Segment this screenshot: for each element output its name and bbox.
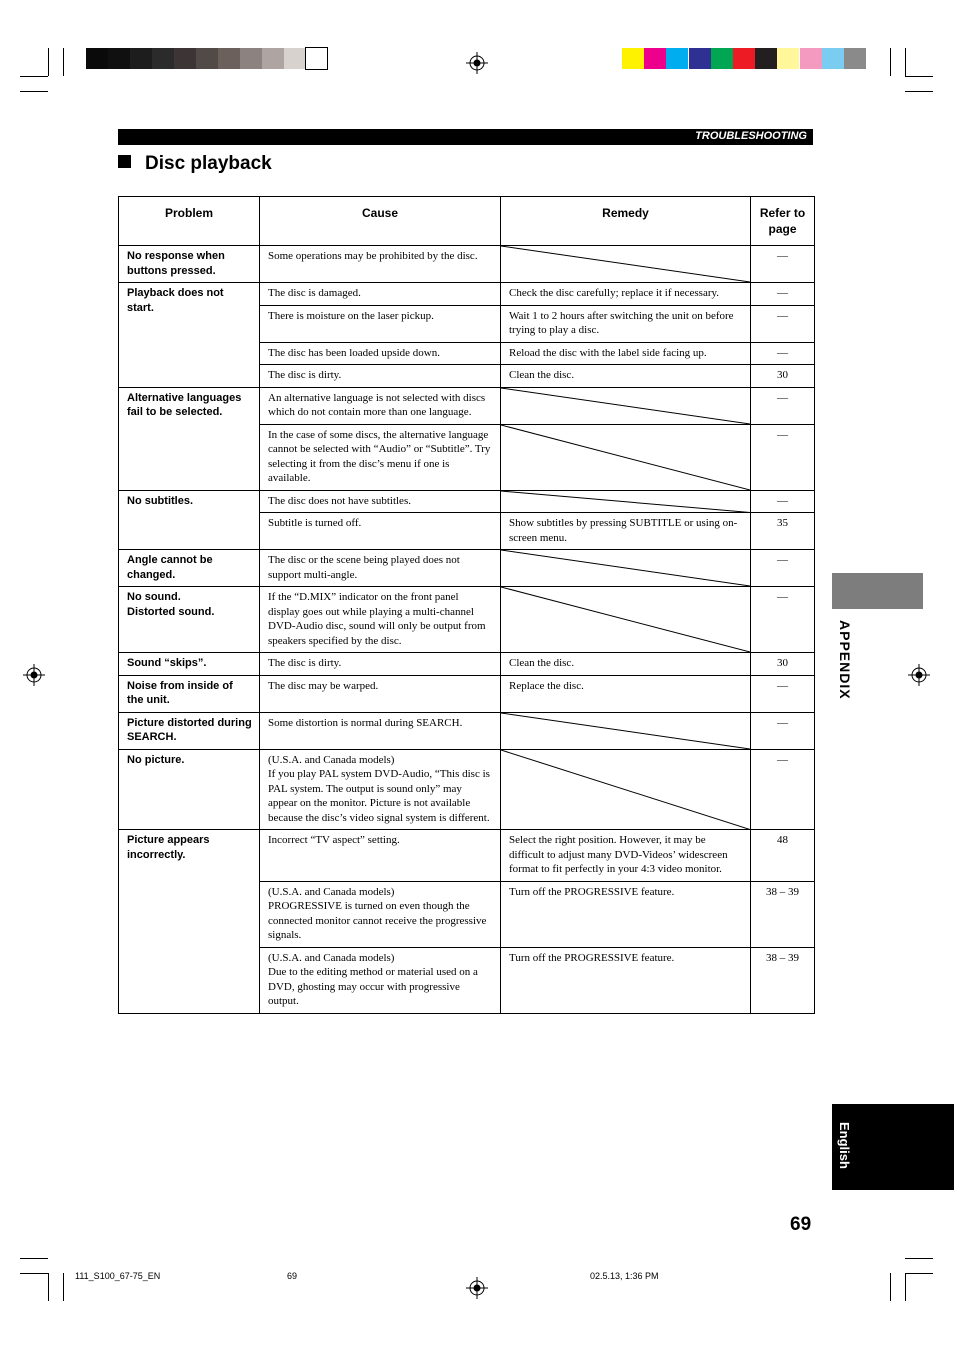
registration-mark-icon — [908, 664, 930, 686]
refer-page-cell: — — [751, 246, 815, 283]
remedy-cell: Show subtitles by pressing SUBTITLE or using on-screen menu. — [501, 513, 751, 550]
color-swatch — [822, 48, 844, 69]
remedy-cell: Check the disc carefully; replace it if necessary. — [501, 283, 751, 306]
gray-swatch — [196, 48, 218, 69]
gray-swatch — [262, 48, 284, 69]
refer-page-cell: 38 – 39 — [751, 947, 815, 1013]
cause-cell: The disc is damaged. — [260, 283, 501, 306]
refer-page-cell: 35 — [751, 513, 815, 550]
cause-cell: The disc is dirty. — [260, 653, 501, 676]
remedy-cell: Replace the disc. — [501, 675, 751, 712]
table-row — [119, 749, 815, 830]
remedy-cell: Turn off the PROGRESSIVE feature. — [501, 947, 751, 1013]
gray-swatch — [174, 48, 196, 69]
refer-page-cell: — — [751, 749, 815, 830]
refer-page-cell: — — [751, 305, 815, 342]
remedy-not-applicable-cell — [501, 587, 751, 653]
registration-mark-icon — [466, 1277, 488, 1299]
color-swatch — [622, 48, 644, 69]
diagonal-strike-icon — [501, 587, 750, 652]
cause-cell: In the case of some discs, the alternative language cannot be selected with “Audio” or “Subtitle”. Try selecting it from the disc’s menu if one is available. — [260, 424, 501, 490]
table-row — [119, 587, 815, 653]
cause-cell: If the “D.MIX” indicator on the front panel display goes out while playing a multi-channel DVD-Audio disc, sound will only be output from speakers specified by the disc. — [260, 587, 501, 653]
remedy-not-applicable-cell — [501, 550, 751, 587]
troubleshooting-table — [118, 196, 815, 1014]
page-title-text: Disc playback — [145, 153, 272, 174]
problem-cell: No subtitles. — [119, 490, 260, 550]
remedy-not-applicable-cell — [501, 246, 751, 283]
gray-swatch — [240, 48, 262, 69]
refer-page-cell: 30 — [751, 653, 815, 676]
remedy-cell: Reload the disc with the label side facing up. — [501, 342, 751, 365]
language-tab — [832, 1104, 954, 1190]
remedy-cell: Clean the disc. — [501, 365, 751, 388]
square-bullet-icon — [118, 155, 131, 168]
refer-page-cell: — — [751, 387, 815, 424]
table-header-row — [119, 197, 815, 246]
table-row — [119, 712, 815, 749]
gray-swatch — [130, 48, 152, 69]
remedy-not-applicable-cell — [501, 490, 751, 513]
remedy-not-applicable-cell — [501, 387, 751, 424]
problem-cell: Picture distorted during SEARCH. — [119, 712, 260, 749]
color-swatch — [777, 48, 799, 69]
problem-cell: No picture. — [119, 749, 260, 830]
diagonal-strike-icon — [501, 425, 750, 490]
refer-page-cell: 30 — [751, 365, 815, 388]
remedy-cell: Wait 1 to 2 hours after switching the unit on before trying to play a disc. — [501, 305, 751, 342]
cause-cell: The disc does not have subtitles. — [260, 490, 501, 513]
refer-page-cell: — — [751, 283, 815, 306]
refer-page-cell: — — [751, 712, 815, 749]
color-swatch — [711, 48, 733, 69]
footer-page: 69 — [287, 1271, 298, 1281]
registration-mark-icon — [23, 664, 45, 686]
column-header-problem: Problem — [119, 197, 260, 246]
language-tab-label: English — [837, 1122, 852, 1169]
cause-cell: Subtitle is turned off. — [260, 513, 501, 550]
diagonal-strike-icon — [501, 491, 750, 513]
section-label: TROUBLESHOOTING — [695, 130, 807, 142]
cause-cell: There is moisture on the laser pickup. — [260, 305, 501, 342]
diagonal-strike-icon — [501, 713, 750, 749]
registration-mark-icon — [466, 52, 488, 74]
column-header-cause: Cause — [260, 197, 501, 246]
remedy-cell: Clean the disc. — [501, 653, 751, 676]
table-row — [119, 653, 815, 676]
column-header-remedy: Remedy — [501, 197, 751, 246]
remedy-not-applicable-cell — [501, 424, 751, 490]
cause-cell: (U.S.A. and Canada models) If you play PAL system DVD-Audio, “This disc is PAL system. The output is sound only” may appear on the monitor. Picture is not available because the disc’s video signal system is different. — [260, 749, 501, 830]
remedy-not-applicable-cell — [501, 749, 751, 830]
color-swatch — [666, 48, 688, 69]
cause-cell: Some distortion is normal during SEARCH. — [260, 712, 501, 749]
cause-cell: (U.S.A. and Canada models) Due to the editing method or material used on a DVD, ghosting may occur with progressive output. — [260, 947, 501, 1013]
remedy-not-applicable-cell — [501, 712, 751, 749]
cause-cell: An alternative language is not selected with discs which do not contain more than one language. — [260, 387, 501, 424]
refer-page-cell: — — [751, 342, 815, 365]
diagonal-strike-icon — [501, 750, 750, 830]
appendix-side-label: APPENDIX — [837, 620, 853, 700]
gray-swatch — [86, 48, 108, 69]
gray-swatch — [108, 48, 130, 69]
gray-swatch — [284, 48, 306, 69]
page-title — [118, 153, 272, 175]
table-row — [119, 490, 815, 513]
problem-cell: No sound. Distorted sound. — [119, 587, 260, 653]
problem-cell: No response when buttons pressed. — [119, 246, 260, 283]
refer-page-cell: — — [751, 587, 815, 653]
gray-swatch — [152, 48, 174, 69]
cause-cell: The disc is dirty. — [260, 365, 501, 388]
cause-cell: (U.S.A. and Canada models) PROGRESSIVE is turned on even though the connected monitor cannot receive the progressive signals. — [260, 881, 501, 947]
cause-cell: Some operations may be prohibited by the disc. — [260, 246, 501, 283]
remedy-cell: Select the right position. However, it may be difficult to adjust many DVD-Videos’ widescreen format to fit perfectly in your 4:3 video monitor. — [501, 830, 751, 882]
color-swatch — [733, 48, 755, 69]
problem-cell: Picture appears incorrectly. — [119, 830, 260, 1014]
color-swatch — [800, 48, 822, 69]
refer-page-cell: — — [751, 490, 815, 513]
footer-file-name: 111_S100_67-75_EN — [75, 1271, 161, 1281]
refer-page-cell: — — [751, 550, 815, 587]
refer-page-cell: — — [751, 675, 815, 712]
color-swatch — [689, 48, 711, 69]
footer-timestamp: 02.5.13, 1:36 PM — [590, 1271, 659, 1281]
remedy-cell: Turn off the PROGRESSIVE feature. — [501, 881, 751, 947]
cause-cell: The disc has been loaded upside down. — [260, 342, 501, 365]
table-row — [119, 675, 815, 712]
problem-cell: Playback does not start. — [119, 283, 260, 388]
refer-page-cell: 38 – 39 — [751, 881, 815, 947]
page-number: 69 — [790, 1214, 812, 1235]
section-header-bar — [118, 129, 813, 145]
color-swatch — [844, 48, 866, 69]
table-row — [119, 283, 815, 306]
gray-swatch — [306, 48, 327, 69]
table-row — [119, 830, 815, 882]
color-swatch — [644, 48, 666, 69]
cause-cell: Incorrect “TV aspect” setting. — [260, 830, 501, 882]
section-tab-marker — [832, 573, 923, 609]
diagonal-strike-icon — [501, 388, 750, 424]
problem-cell: Alternative languages fail to be selected. — [119, 387, 260, 490]
color-swatch — [755, 48, 777, 69]
table-row — [119, 246, 815, 283]
cause-cell: The disc or the scene being played does not support multi-angle. — [260, 550, 501, 587]
cause-cell: The disc may be warped. — [260, 675, 501, 712]
table-row — [119, 550, 815, 587]
column-header-refer: Refer to page — [751, 197, 815, 246]
problem-cell: Sound “skips”. — [119, 653, 260, 676]
table-row — [119, 387, 815, 424]
problem-cell: Angle cannot be changed. — [119, 550, 260, 587]
gray-swatch — [218, 48, 240, 69]
problem-cell: Noise from inside of the unit. — [119, 675, 260, 712]
diagonal-strike-icon — [501, 246, 750, 282]
diagonal-strike-icon — [501, 550, 750, 586]
refer-page-cell: — — [751, 424, 815, 490]
refer-page-cell: 48 — [751, 830, 815, 882]
